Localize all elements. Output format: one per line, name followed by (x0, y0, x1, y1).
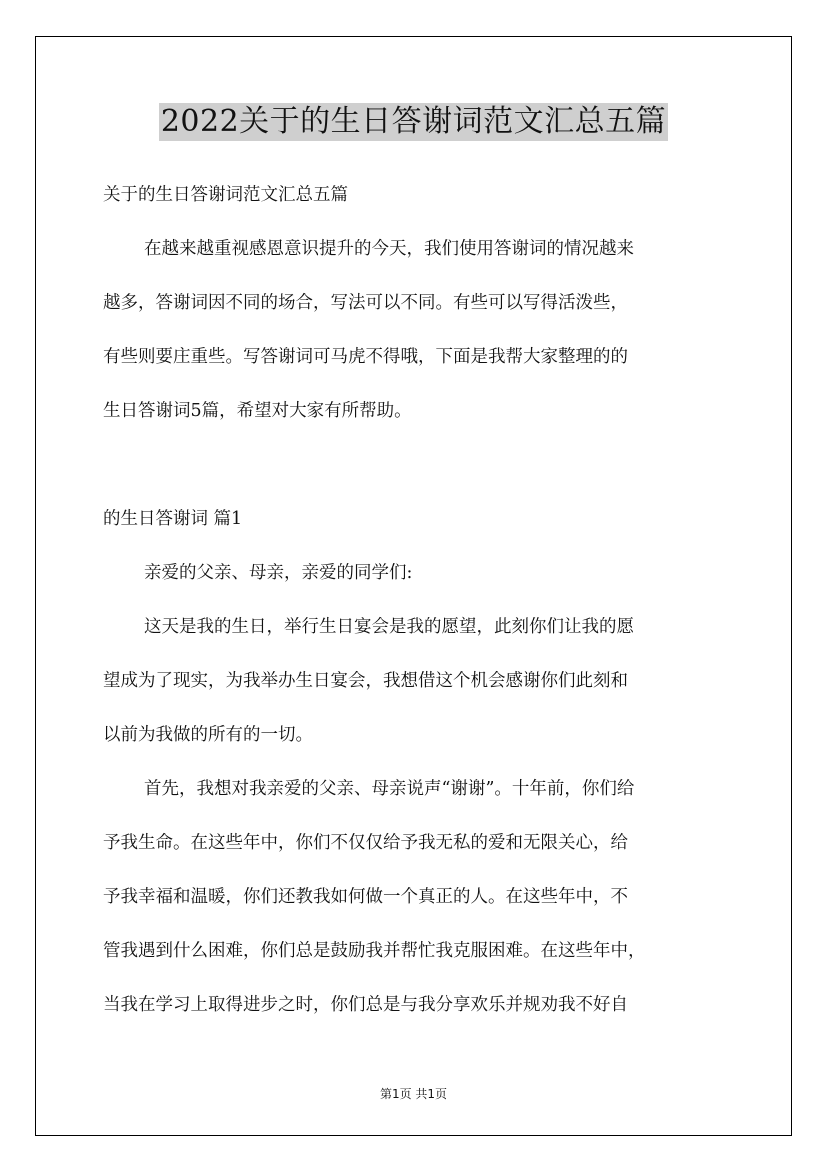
paragraph-line: 管我遇到什么困难，你们总是鼓励我并帮忙我克服困难。在这些年中， (103, 941, 646, 961)
paragraph-line: 予我幸福和温暖，你们还教我如何做一个真正的人。在这些年中，不 (103, 887, 628, 907)
paragraph-line: 以前为我做的所有的一切。 (103, 725, 313, 745)
section-heading: 的生日答谢词 篇1 (103, 509, 243, 529)
page-footer: 第1页 共1页 (379, 1087, 448, 1101)
paragraph-line: 予我生命。在这些年中，你们不仅仅给予我无私的爱和无限关心，给 (103, 833, 628, 853)
subtitle: 关于的生日答谢词范文汇总五篇 (103, 185, 348, 205)
intro-line: 越多，答谢词因不同的场合，写法可以不同。有些可以写得活泼些， (103, 293, 628, 313)
intro-line: 在越来越重视感恩意识提升的今天，我们使用答谢词的情况越来 (144, 239, 634, 259)
paragraph-line: 这天是我的生日，举行生日宴会是我的愿望，此刻你们让我的愿 (144, 617, 634, 637)
paragraph-line: 望成为了现实，为我举办生日宴会，我想借这个机会感谢你们此刻和 (103, 671, 628, 691)
document-title: 2022关于的生日答谢词范文汇总五篇 (160, 104, 667, 139)
greeting: 亲爱的父亲、母亲，亲爱的同学们: (144, 563, 413, 583)
paragraph-line: 当我在学习上取得进步之时，你们总是与我分享欢乐并规劝我不好自 (103, 995, 628, 1015)
paragraph-line: 首先，我想对我亲爱的父亲、母亲说声“谢谢”。十年前，你们给 (144, 779, 635, 799)
intro-line: 生日答谢词5篇，希望对大家有所帮助。 (103, 401, 412, 421)
intro-line: 有些则要庄重些。写答谢词可马虎不得哦，下面是我帮大家整理的的 (103, 347, 628, 367)
title-block (0, 103, 827, 141)
